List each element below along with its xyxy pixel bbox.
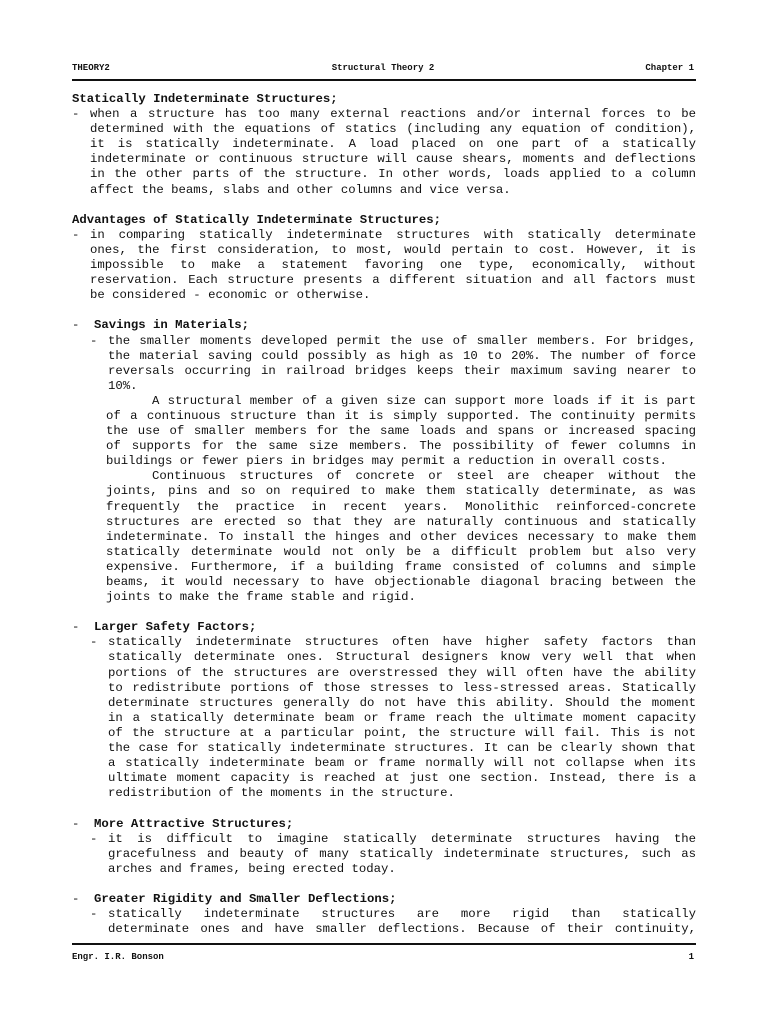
text-line: expensive. Furthermore, if a building frame consisted of columns and simple <box>106 559 696 574</box>
page-header <box>72 61 694 75</box>
text-line: indeterminate or continuous structure will cause shears, moments and deflections <box>90 152 696 167</box>
text-line: of the structure at a particular point, the structure will fail. This is not <box>108 725 696 740</box>
text-line: reversals occurring in railroad bridges keeps their maximum saving nearer to <box>108 363 696 378</box>
sub-bullet-dash: - <box>90 333 98 348</box>
text-line: statically indeterminate structures are more rigid than statically <box>108 907 696 922</box>
text-line: be considered - economic or otherwise. <box>90 288 371 303</box>
text-line: ones, the first consideration, to most, would pertain to cost. However, it is <box>90 242 696 257</box>
text-line: impossible to make a statement favoring one type, economically, without <box>90 258 696 273</box>
section-heading-more-attractive-structures: More Attractive Structures; <box>94 816 294 831</box>
text-line: in a statically determinate beam or frame reach the ultimate moment capacity <box>108 710 696 725</box>
subsection-heading-row <box>72 318 696 333</box>
text-line: frequently the practice in recent years. Monolithic reinforced-concrete <box>106 499 696 514</box>
sub-bullet-dash: - <box>90 907 98 922</box>
text-line: reservation. Each structure presents a different situation and all factors must <box>90 273 696 288</box>
section-paragraph <box>72 334 696 394</box>
text-line: Continuous structures of concrete or steel are cheaper without the <box>152 469 696 484</box>
text-line: arches and frames, being erected today. <box>108 861 396 876</box>
text-line: to redistribute portions of those stresses to less-stressed areas. Statically <box>108 680 696 695</box>
section-heading-greater-rigidity: Greater Rigidity and Smaller Deflections; <box>94 891 397 906</box>
section-paragraph <box>72 832 696 877</box>
text-line: statically determinate would not only be a difficult problem but also very <box>106 544 696 559</box>
text-line: statically determinate ones. Structural designers know very well that when <box>108 650 696 665</box>
text-line: 10%. <box>108 378 138 393</box>
section-paragraph <box>72 394 696 469</box>
subsection-heading-row <box>72 817 696 832</box>
text-line: buildings or fewer piers in bridges may permit a reduction in overall costs. <box>106 454 667 469</box>
page-number: 1 <box>688 952 694 962</box>
text-line: of supports for the same size members. The possibility of fewer columns in <box>106 439 696 454</box>
section-heading-statically-indeterminate: Statically Indeterminate Structures; <box>72 92 338 106</box>
text-line: of a continuous structure than it is simply supported. The continuity permits <box>106 408 696 423</box>
sub-bullet-dash: - <box>90 635 98 650</box>
text-line: in comparing statically indeterminate structures with statically determinate <box>90 227 696 242</box>
text-line: the material saving could possibly as high as 10 to 20%. The number of force <box>108 348 696 363</box>
bullet-dash: - <box>72 620 80 635</box>
footer-author: Engr. I.R. Bonson <box>72 952 164 962</box>
text-line: beams, it would necessary to have objectionable diagonal bracing between the <box>106 575 696 589</box>
text-line: joints to make the frame stable and rigid. <box>106 590 416 605</box>
text-line: a statically indeterminate beam or frame normally will not collapse when its <box>108 756 696 771</box>
section-paragraph <box>72 635 696 801</box>
text-line: the use of smaller members for the same loads and spans or increased spacing <box>106 424 696 439</box>
text-line: joints, pins and so on required to make them statically determinate, as was <box>106 484 696 499</box>
text-line: the case for statically indeterminate structures. It can be clearly shown that <box>108 741 696 756</box>
sub-bullet-dash: - <box>90 831 98 846</box>
page-footer <box>72 950 694 964</box>
text-line: it is difficult to imagine statically determinate structures having the <box>108 831 696 846</box>
text-line: determinate ones and have smaller deflections. Because of their continuity, <box>108 922 696 937</box>
text-line: structures are erected so that they are naturally continuous and statically <box>106 514 696 529</box>
section-heading-advantages: Advantages of Statically Indeterminate Structures; <box>72 212 441 227</box>
section-paragraph <box>72 469 696 605</box>
header-chapter: Chapter 1 <box>645 63 694 73</box>
subsection-heading-row <box>72 892 696 907</box>
bullet-dash: - <box>72 816 80 831</box>
section-heading-savings-in-materials: Savings in Materials; <box>94 318 249 333</box>
bullet-dash: - <box>72 891 80 906</box>
section-paragraph <box>72 907 696 937</box>
text-line: indeterminate. To install the hinges and other devices necessary to make them <box>106 529 696 544</box>
header-rule <box>72 79 696 81</box>
bullet-dash: - <box>72 318 80 333</box>
text-line: when a structure has too many external reactions and/or internal forces to be <box>90 107 696 122</box>
section-paragraph <box>72 228 696 303</box>
section-paragraph <box>72 107 696 198</box>
header-course-title: Structural Theory 2 <box>331 63 435 73</box>
bullet-dash: - <box>72 107 80 122</box>
text-line: gracefulness and beauty of many statically indeterminate structures, such as <box>108 846 696 861</box>
text-line: determinate structures generally do not have this ability. Should the moment <box>108 695 696 710</box>
header-course-code: THEORY2 <box>72 63 110 73</box>
text-line: redistribution of the moments in the structure. <box>108 786 455 801</box>
bullet-dash: - <box>72 227 80 242</box>
section-heading-larger-safety-factors: Larger Safety Factors; <box>94 620 257 635</box>
document-body <box>72 92 696 937</box>
subsection-heading-row <box>72 620 696 635</box>
footer-rule <box>72 943 696 945</box>
text-line: determined with the equations of statics (including any equation of condition), <box>90 122 696 137</box>
text-line: statically indeterminate structures often have higher safety factors than <box>108 635 696 650</box>
text-line: in the other parts of the structure. In other words, loads applied to a column <box>90 167 696 182</box>
text-line: portions of the structures are overstressed they will often have the ability <box>108 665 696 680</box>
text-line: ultimate moment capacity is reached at just one section. Instead, there is a <box>108 771 696 786</box>
text-line: affect the beams, slabs and other columns and vice versa. <box>90 182 511 197</box>
text-line: it is statically indeterminate. A load placed on one part of a statically <box>90 137 696 152</box>
text-line: A structural member of a given size can support more loads if it is part <box>152 393 696 408</box>
text-line: the smaller moments developed permit the use of smaller members. For bridges, <box>108 333 696 348</box>
